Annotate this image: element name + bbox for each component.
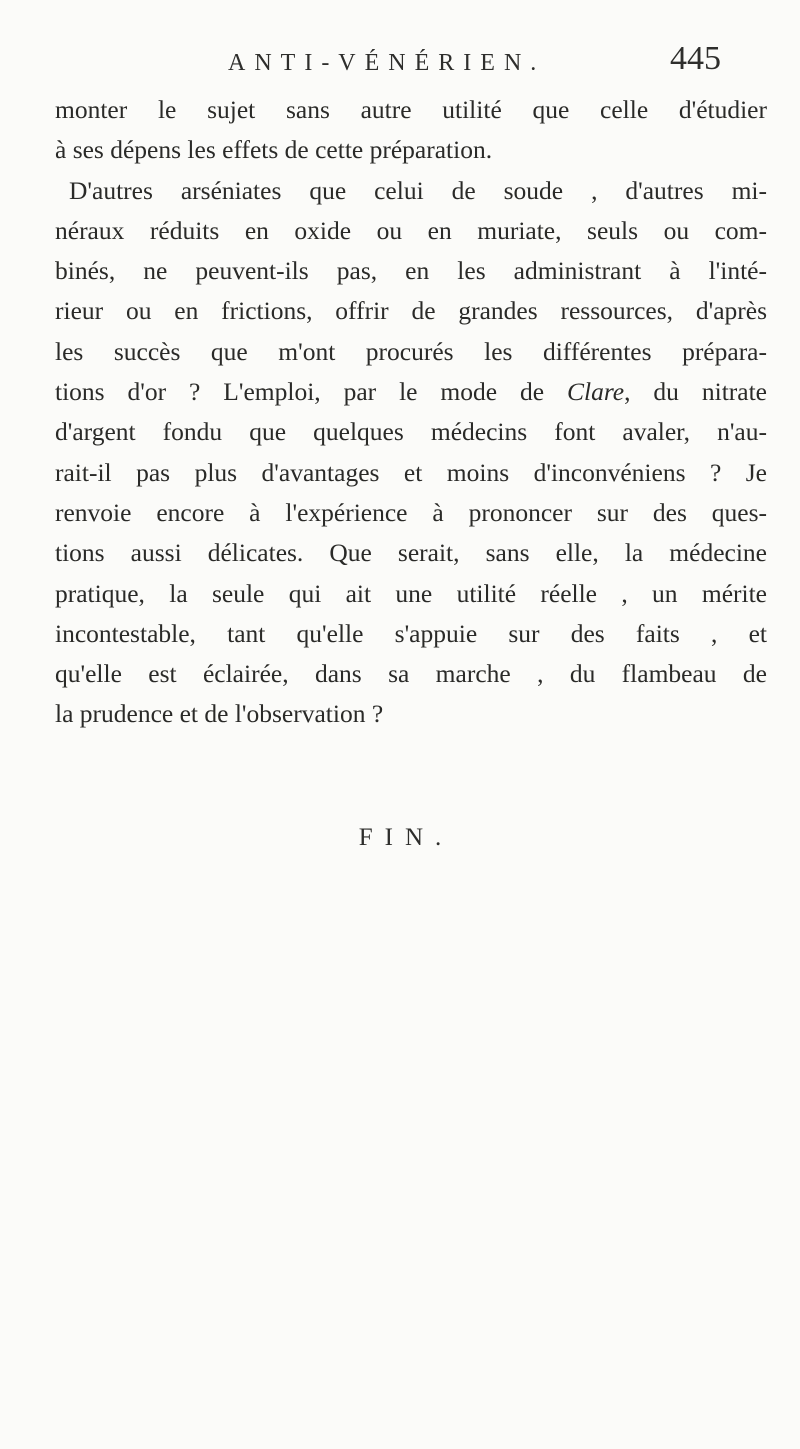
text-line: monter le sujet sans autre utilité que celle d'étudier <box>55 95 767 124</box>
running-head <box>0 40 800 90</box>
text-line: qu'elle est éclairée, dans sa marche , du flambeau de <box>55 659 767 689</box>
text-segment: , du nitrate <box>624 377 767 407</box>
text-line: pratique, la seule qui ait une utilité réelle , un mérite <box>55 578 767 608</box>
text-line: incontestable, tant qu'elle s'appuie sur des faits , et <box>55 618 767 648</box>
text-line: tions aussi délicates. Que serait, sans elle, la médecine <box>55 538 767 568</box>
end-mark <box>0 824 800 852</box>
text-line: rieur ou en frictions, offrir de grandes ressources, d'après <box>55 296 767 326</box>
running-title: ANTI-VÉNÉRIEN. <box>228 50 546 76</box>
end-mark-text: FIN. <box>358 824 454 851</box>
text-line: renvoie encore à l'expérience à prononcer sur des ques- <box>55 497 767 527</box>
text-line: la prudence et de l'observation ? <box>55 699 384 729</box>
text-line: les succès que m'ont procurés les différentes prépara- <box>55 336 767 366</box>
body-text <box>55 90 767 735</box>
text-line: néraux réduits en oxide ou en muriate, seuls ou com- <box>55 215 767 245</box>
text-line: à ses dépens les effets de cette préparation. <box>55 135 493 165</box>
page-number: 445 <box>670 40 721 77</box>
text-segment: tions d'or ? L'emploi, par le mode de <box>55 377 567 407</box>
text-line: rait-il pas plus d'avantages et moins d'inconvéniens ? Je <box>55 457 767 487</box>
text-line: d'argent fondu que quelques médecins font avaler, n'au- <box>55 417 767 447</box>
text-line: binés, ne peuvent-ils pas, en les administrant à l'inté- <box>55 256 767 286</box>
text-line: D'autres arséniates que celui de soude , d'autres mi- <box>69 175 767 205</box>
text-line-with-italic <box>55 372 767 412</box>
italic-word: Clare <box>566 377 625 407</box>
